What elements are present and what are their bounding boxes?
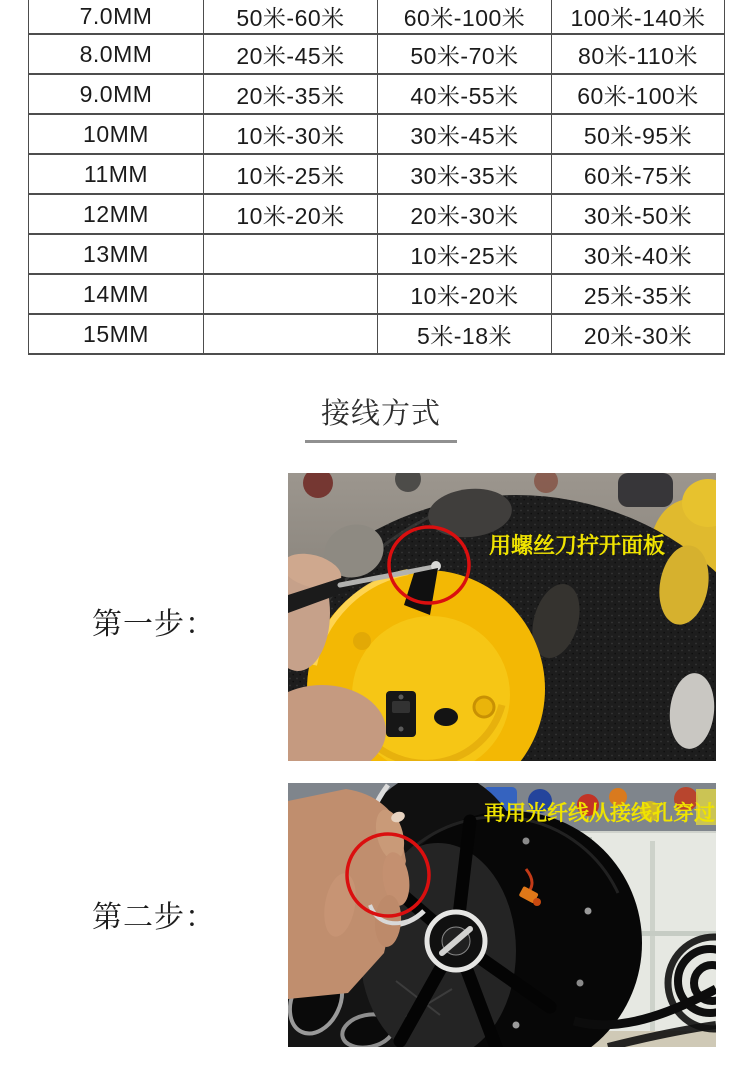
table-row bbox=[29, 0, 725, 34]
table-cell: 40米-55米 bbox=[378, 74, 552, 114]
table-cell: 14MM bbox=[29, 274, 204, 314]
table-cell: 30米-50米 bbox=[552, 194, 725, 234]
step2-label: 第二步： bbox=[92, 901, 216, 934]
table-cell: 60米-75米 bbox=[552, 154, 725, 194]
table-cell: 8.0MM bbox=[29, 34, 204, 74]
section-title: 接线方式 bbox=[305, 391, 457, 443]
table-cell: 20米-45米 bbox=[204, 34, 378, 74]
table-cell: 13MM bbox=[29, 234, 204, 274]
table-cell: 80米-110米 bbox=[552, 34, 725, 74]
table-row bbox=[29, 114, 725, 154]
step2-annotation: 再用光纤线从接线孔穿过 bbox=[484, 802, 715, 825]
table-cell: 20米-30米 bbox=[552, 314, 725, 354]
table-cell: 100米-140米 bbox=[552, 0, 725, 34]
table-cell bbox=[204, 274, 378, 314]
table-cell: 10米-25米 bbox=[204, 154, 378, 194]
table-cell bbox=[204, 314, 378, 354]
table-cell: 50米-95米 bbox=[552, 114, 725, 154]
table-cell: 60米-100米 bbox=[378, 0, 552, 34]
table-row bbox=[29, 234, 725, 274]
table-cell: 9.0MM bbox=[29, 74, 204, 114]
table-cell: 10MM bbox=[29, 114, 204, 154]
table-row bbox=[29, 34, 725, 74]
table-cell: 30米-45米 bbox=[378, 114, 552, 154]
table-cell: 15MM bbox=[29, 314, 204, 354]
step2-photo bbox=[288, 783, 716, 1047]
table-row bbox=[29, 154, 725, 194]
step1-annotation: 用螺丝刀拧开面板 bbox=[489, 533, 666, 558]
table-cell: 20米-35米 bbox=[204, 74, 378, 114]
step1-photo bbox=[288, 473, 716, 761]
table-cell: 12MM bbox=[29, 194, 204, 234]
table-cell: 7.0MM bbox=[29, 0, 204, 34]
table-cell: 60米-100米 bbox=[552, 74, 725, 114]
step1-illustration bbox=[288, 473, 716, 761]
table-cell: 30米-40米 bbox=[552, 234, 725, 274]
table-cell: 25米-35米 bbox=[552, 274, 725, 314]
table-cell: 10米-25米 bbox=[378, 234, 552, 274]
table-cell: 10米-30米 bbox=[204, 114, 378, 154]
table-row bbox=[29, 314, 725, 354]
table-cell: 10米-20米 bbox=[378, 274, 552, 314]
table-row bbox=[29, 274, 725, 314]
table-row bbox=[29, 194, 725, 234]
table-cell: 30米-35米 bbox=[378, 154, 552, 194]
table-cell: 10米-20米 bbox=[204, 194, 378, 234]
table-cell: 50米-60米 bbox=[204, 0, 378, 34]
table-cell bbox=[204, 234, 378, 274]
table-cell: 5米-18米 bbox=[378, 314, 552, 354]
table-cell: 20米-30米 bbox=[378, 194, 552, 234]
step1-label: 第一步： bbox=[92, 608, 216, 641]
spec-table-body bbox=[29, 0, 725, 354]
spec-table bbox=[28, 0, 725, 355]
step2-illustration bbox=[288, 783, 716, 1047]
table-cell: 50米-70米 bbox=[378, 34, 552, 74]
table-row bbox=[29, 74, 725, 114]
table-cell: 11MM bbox=[29, 154, 204, 194]
